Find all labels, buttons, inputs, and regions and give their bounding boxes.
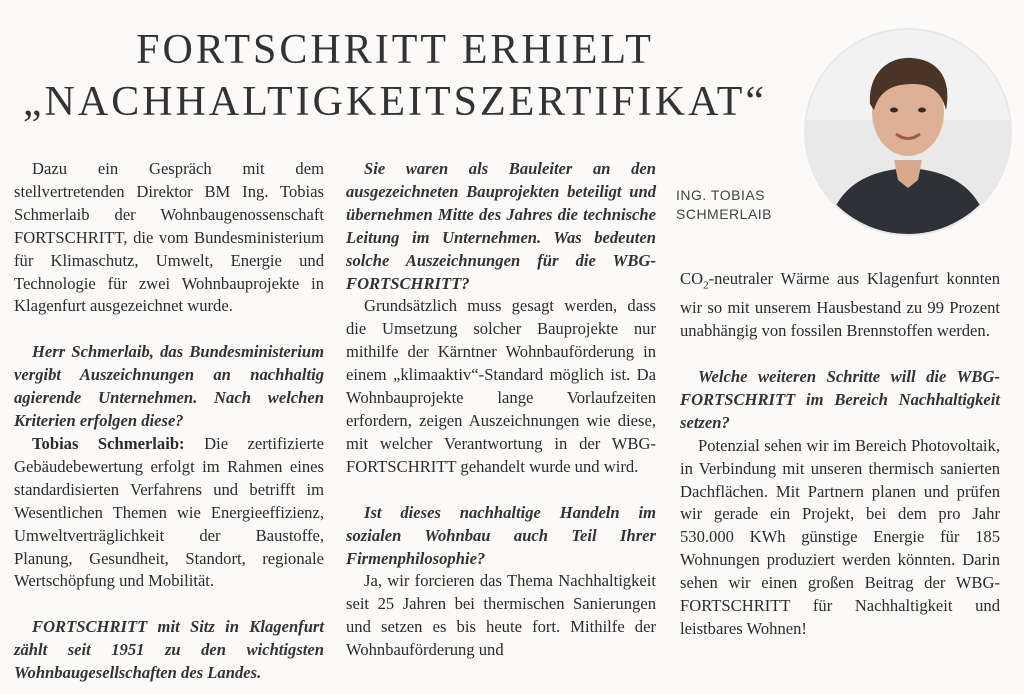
headline — [0, 24, 790, 128]
answer-1-text: Die zertifizierte Gebäudebewertung erfolgt im Rahmen eines standardisierten Verfahrens und betrifft im Wesentlichen Themen wie Energieeffizienz, Umweltverträglichkeit der Baustoffe, Planung, Gesundheit, Standort, regionale Wertschöpfung und Mobilität. — [14, 433, 325, 591]
speaker-label: Tobias Schmerlaib: — [32, 433, 185, 453]
headline-line-1: FORTSCHRITT ERHIELT — [136, 27, 654, 73]
caption-line-1: ING. TOBIAS — [676, 187, 766, 203]
answer-4-continued — [680, 268, 1000, 343]
answer-1 — [14, 433, 324, 593]
answer-5: Potenzial sehen wir im Bereich Photovoltaik, in Verbindung mit unseren thermisch sanierten Dachflächen. Mit Partnern planen und prüfen wir gerade ein Projekt, bei dem pro Jahr 530.000 KWh günstige Energie für 185 Wohnungen produziert werden könnten. Darin sehen wir einen großen Beitrag der WBG-FORTSCHRITT für Nachhaltigkeit und leistbares Wohnen! — [680, 435, 1000, 638]
column-3 — [680, 268, 1000, 641]
portrait-illustration — [806, 30, 1010, 234]
co-subscript: 2 — [703, 279, 709, 292]
headline-line-2: „NACHHALTIGKEITSZERTIFIKAT“ — [22, 79, 768, 125]
portrait-photo — [806, 30, 1010, 234]
intro-paragraph: Dazu ein Gespräch mit dem stellvertretenden Direktor BM Ing. Tobias Schmerlaib der Wohnbaugenossenschaft FORTSCHRITT, die vom Bundesministerium für Klimaschutz, Umwelt, Energie und Technologie für zwei Wohnbauprojekte in Klagenfurt ausgezeichnet wurde. — [14, 159, 324, 316]
question-3: Sie waren als Bauleiter an den ausgezeichneten Bauprojekten beteiligt und übernehmen Mitte des Jahres die technische Leitung im Unternehmen. Was bedeuten solche Auszeichnungen für die WBG-FORTSCHRITT? — [346, 159, 656, 293]
answer-4: Ja, wir forcieren das Thema Nachhaltigkeit seit 25 Jahren bei thermischen Sanierungen und setzen es bis heute fort. Mithilfe der Wohnbauförderung und — [346, 571, 656, 660]
question-1: Herr Schmerlaib, das Bundesministerium vergibt Auszeichnungen an nachhaltig agierende Unternehmen. Nach welchen Kriterien erfolgen diese? — [14, 342, 324, 431]
photo-caption — [676, 186, 772, 224]
column-2 — [346, 158, 656, 662]
answer-4-continued-text: -neutraler Wärme aus Klagenfurt konnten wir so mit unserem Hausbestand zu 99 Prozent unabhängig von fossilen Brennstoffen werden. — [680, 269, 1000, 341]
question-4: Ist dieses nachhaltige Handeln im sozialen Wohnbau auch Teil Ihrer Firmenphilosophie? — [346, 502, 656, 568]
question-2: FORTSCHRITT mit Sitz in Klagenfurt zählt seit 1951 zu den wichtigsten Wohnbaugesellschaften des Landes. — [14, 617, 324, 683]
co-text: CO — [680, 269, 704, 288]
column-1 — [14, 158, 324, 685]
question-5: Welche weiteren Schritte will die WBG-FORTSCHRITT im Bereich Nachhaltigkeit setzen? — [680, 367, 1000, 432]
answer-3: Grundsätzlich muss gesagt werden, dass die Umsetzung solcher Bauprojekte nur mithilfe der Kärntner Wohnbauförderung in einem „klimaaktiv“-Standard möglich ist. Da Wohnbauprojekte lange Vorlaufzeiten erfordern, zeigen Auszeichnungen wie diese, mit welcher Verantwortung in der WBG-FORTSCHRITT gehandelt wurde und wird. — [346, 296, 656, 476]
caption-line-2: SCHMERLAIB — [676, 206, 773, 222]
